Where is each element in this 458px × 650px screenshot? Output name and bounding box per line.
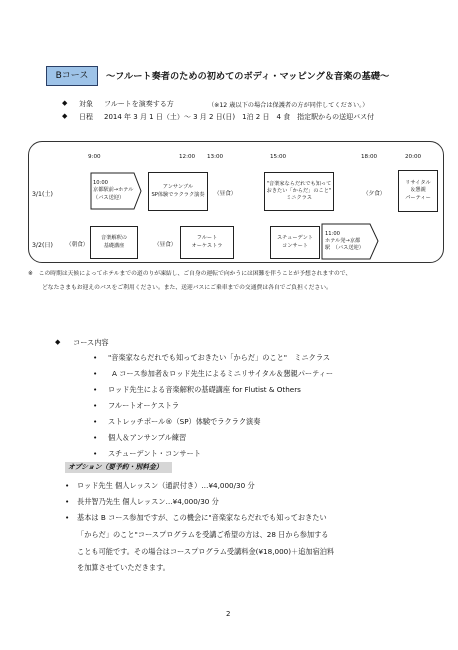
dot-bullet-icon: • — [93, 401, 98, 410]
student-concert-line2: コンサート — [282, 242, 308, 249]
dot-bullet-icon: • — [93, 449, 98, 458]
mini-class-box — [264, 172, 334, 211]
dot-bullet-icon: • — [93, 369, 98, 378]
recital-line3: パーティー — [405, 194, 431, 201]
option-item: 長井智乃先生 個人レッスン…¥4,000/30 分 — [77, 497, 219, 506]
date-value: 2014 年 3 月 1 日（土）～ 3 月 2 日(日) 1泊 2 日 4 食 指定駅からの送迎バス付 — [104, 113, 375, 121]
course-badge: Bコース — [46, 66, 98, 86]
option-extra-line1: 基本は B コース参加ですが、この機会に"音楽家ならだれでも知っておきたい — [77, 513, 327, 522]
target-value: フルートを演奏する方 — [104, 100, 174, 108]
departure-route: ホテル発→京都 — [325, 237, 361, 244]
contents-item: 個人＆アンサンブル練習 — [108, 433, 187, 442]
contents-item: "音楽家ならだれでも知っておきたい「からだ」のこと" ミニクラス — [108, 353, 331, 362]
date-label: 日程 — [79, 113, 93, 121]
time-label: 18:00 — [361, 154, 378, 160]
contents-item: ロッド先生による音楽解釈の基礎講座 for Flutist & Others — [108, 385, 301, 394]
option-item: ロッド先生 個人レッスン（通訳付き）…¥4,000/30 分 — [77, 481, 255, 490]
diamond-bullet-icon: ◆ — [55, 338, 61, 346]
time-label: 20:00 — [405, 154, 422, 160]
dot-bullet-icon: • — [93, 433, 98, 442]
day2-lunch: （昼食） — [154, 242, 177, 248]
contents-item: A コース参加者＆ロッド先生によるミニリサイタル＆懇親パーティー — [112, 369, 334, 378]
ensemble-subtitle: SP体験でラクラク演奏 — [151, 191, 205, 198]
contents-heading: コース内容 — [73, 338, 109, 347]
option-extra-line4: を加算させていただきます。 — [77, 563, 170, 572]
lecture-line2: 基礎講座 — [103, 242, 125, 249]
departure-box — [325, 224, 373, 259]
day1-lunch: （昼食） — [214, 191, 237, 197]
day1-dinner: （夕食） — [363, 191, 386, 197]
dot-bullet-icon: • — [93, 417, 98, 426]
departure-time: 11:00 — [325, 230, 340, 237]
page-number: 2 — [226, 610, 231, 618]
time-label: 12:00 — [179, 154, 196, 160]
diamond-bullet-icon: ◆ — [62, 112, 68, 120]
flute-orchestra-box — [180, 226, 234, 259]
ensemble-box — [148, 172, 208, 211]
flute-orch-line2: オーケストラ — [191, 242, 223, 249]
contents-item: スチューデント・コンサート — [108, 449, 201, 458]
arrival-box — [93, 173, 137, 209]
time-label: 9:00 — [88, 154, 101, 160]
arrival-time: 10:00 — [93, 180, 108, 187]
student-concert-line1: スチューデント — [277, 235, 313, 242]
day1-label: 3/1(土) — [32, 191, 53, 198]
mini-class-line2: おきたい「からだ」のこと" — [266, 187, 332, 194]
student-concert-box — [270, 226, 320, 259]
dot-bullet-icon: • — [93, 385, 98, 394]
dot-bullet-icon: • — [65, 497, 70, 506]
lecture-box — [90, 226, 138, 259]
recital-box — [398, 170, 438, 212]
contents-item: フルートオーケストラ — [108, 401, 180, 410]
flute-orch-line1: フルート — [196, 235, 218, 242]
course-title: ～フルート奏者のための初めてのボディ・マッピング＆音楽の基礎～ — [106, 71, 390, 82]
mini-class-line1: "音楽家ならだれでも知って — [266, 180, 332, 187]
day2-breakfast: （朝食） — [66, 242, 89, 248]
arrival-route: 京都駅前→ホテル — [93, 187, 134, 194]
mini-class-line3: ミニクラス — [286, 195, 312, 202]
departure-bus: 駅 （バス送迎） — [325, 245, 364, 252]
dot-bullet-icon: • — [65, 481, 70, 490]
contents-item: ストレッチポール®（SP）体験でラクラク演奏 — [108, 417, 261, 426]
time-label: 15:00 — [270, 154, 287, 160]
arrival-bus: （バス送迎） — [93, 194, 125, 201]
recital-line1: リサイタル — [405, 180, 431, 187]
ensemble-title: アンサンブル — [162, 184, 194, 191]
day2-label: 3/2(日) — [32, 242, 53, 249]
schedule-note-line1: ※ この時期は天候によってホテルまでの道のりが凍結し、ご自身の運転で向かうには困難を伴うことが予想されますので、 — [28, 271, 352, 277]
schedule-note-line2: どなたさまもお迎えのバスをご利用ください。また、送迎バスにご乗車までの交通費は各自でご負担ください。 — [42, 285, 332, 291]
diamond-bullet-icon: ◆ — [62, 99, 68, 107]
target-note: （※12 歳以下の場合は保護者の方が同伴してください。） — [208, 101, 369, 109]
option-extra-line3: ことも可能です。その場合はコースプログラム受講料金(¥18,000)＋追加宿泊料 — [77, 547, 335, 556]
option-extra-line2: 「からだ」のこと"コースプログラムを受講ご希望の方は、28 日から参加する — [77, 530, 329, 539]
dot-bullet-icon: • — [65, 513, 70, 522]
recital-line2: ＆懇親 — [410, 187, 426, 194]
lecture-line1: 音楽解釈の — [101, 235, 127, 242]
options-heading: オプション（要予約・別料金） — [65, 462, 172, 473]
dot-bullet-icon: • — [93, 353, 98, 362]
time-label: 13:00 — [207, 154, 224, 160]
target-label: 対象 — [79, 100, 93, 108]
